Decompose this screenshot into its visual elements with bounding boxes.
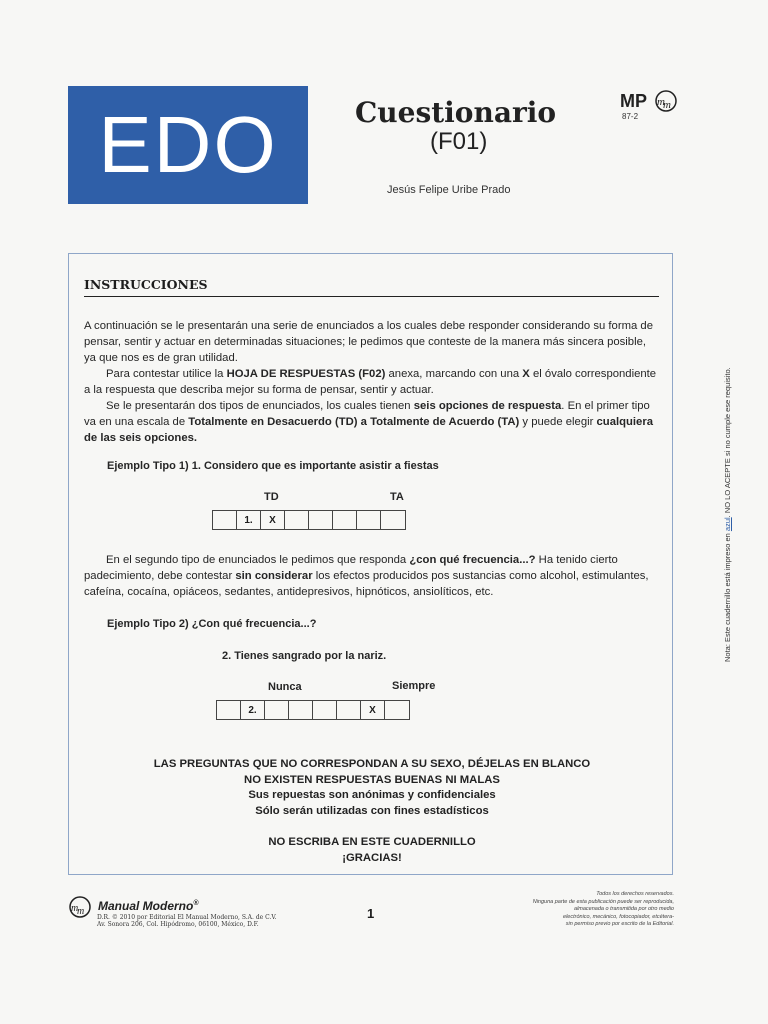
option-cell <box>265 701 289 719</box>
option-cell <box>357 511 381 529</box>
p3-c: . En el primer tipo va en una escala de <box>84 400 650 428</box>
option-cell: X <box>361 701 385 719</box>
example-2-right-label: Siempre <box>392 680 436 692</box>
rights-line: almacenada o transmitida por otro medio <box>574 906 674 912</box>
closing-line: ¡GRACIAS! <box>342 851 402 864</box>
p4-b: ¿con qué frecuencia...? <box>409 554 536 566</box>
rights-line: electrónico, mecánico, fotocopiador, etcétera- <box>563 913 674 920</box>
option-cell <box>333 511 357 529</box>
mp-mm-icon <box>620 90 690 114</box>
side-note-c: . NO LO ACEPTE si no cumple ese requisito. <box>723 367 732 518</box>
mp-text: MP <box>620 91 647 111</box>
example-1-number: 1. <box>237 511 261 529</box>
side-note-blue: azul <box>723 517 732 532</box>
option-cell <box>381 511 405 529</box>
p2-d: X <box>522 368 530 380</box>
notice-line: Sus repuestas son anónimas y confidenciales <box>248 789 496 801</box>
p3-f: cualquiera de las seis opciones. <box>84 416 654 444</box>
svg-text:m: m <box>657 96 665 108</box>
edo-logo-box <box>68 86 308 204</box>
manual-moderno-logo-icon <box>68 896 94 918</box>
paragraph-frequency <box>84 552 660 600</box>
example-1-right-label: TA <box>390 491 404 503</box>
paragraph-intro-text: A continuación se le presentarán una serie de enunciados a los cuales debe responder considerando su forma de pensar, sentir y actuar en determinadas situaciones; le pedimos que conteste de la manera más sincera posible, ya que nos es de gran utilidad. <box>84 320 653 364</box>
catalog-code: 87-2 <box>622 112 639 121</box>
publisher-logo <box>620 90 690 130</box>
side-note-a: Nota: Este cuadernillo está impreso en <box>723 531 732 662</box>
side-note <box>723 367 732 662</box>
instructions-heading: INSTRUCCIONES <box>84 277 208 292</box>
option-cell <box>289 701 313 719</box>
p3-e: y puede elegir <box>519 416 597 428</box>
publisher-brand: Manual Moderno® <box>98 899 199 913</box>
closing-line: NO ESCRIBA EN ESTE CUADERNILLO <box>268 836 476 848</box>
option-cell <box>313 701 337 719</box>
document-subtitle: (F01) <box>430 128 488 155</box>
p2-b: HOJA DE RESPUESTAS (F02) <box>226 368 386 380</box>
option-cell <box>337 701 361 719</box>
document-title: Cuestionario <box>355 96 557 129</box>
p4-c: Ha tenido cierto padecimiento, debe contestar <box>84 554 618 582</box>
p2-c: anexa, marcando con una <box>385 368 523 380</box>
p2-a: Para contestar utilice la <box>106 368 227 380</box>
example-2-title: Ejemplo Tipo 2) ¿Con qué frecuencia...? <box>107 618 317 630</box>
closing-block <box>84 835 660 866</box>
notices-block <box>84 757 660 819</box>
publisher-brand-text: Manual Moderno <box>98 899 194 913</box>
page-number: 1 <box>367 906 375 921</box>
edo-logo-text: EDO <box>98 100 278 189</box>
p3-d: Totalmente en Desacuerdo (TD) a Totalmente de Acuerdo (TA) <box>188 416 520 428</box>
rights-notice <box>494 891 674 929</box>
example-1-left-label: TD <box>264 491 279 503</box>
option-cell <box>309 511 333 529</box>
rights-line: Todos los derechos reservados. <box>596 891 674 897</box>
author-name: Jesús Felipe Uribe Prado <box>387 184 511 196</box>
svg-text:m: m <box>663 99 671 111</box>
option-cell <box>385 701 409 719</box>
notice-line: NO EXISTEN RESPUESTAS BUENAS NI MALAS <box>244 773 500 786</box>
footer-address: Av. Sonora 206, Col. Hipódromo, 06100, México, D.F. <box>97 921 259 928</box>
example-2-item: 2. Tienes sangrado por la nariz. <box>222 650 387 662</box>
p3-b: seis opciones de respuesta <box>413 400 562 412</box>
option-cell <box>285 511 309 529</box>
p2-e: el óvalo correspondiente a la respuesta que describa mejor su forma de pensar, sentir y actuar. <box>84 368 657 396</box>
example-2-grid <box>216 700 410 720</box>
grid-spacer <box>213 511 237 529</box>
footer-copyright: D.R. © 2010 por Editorial El Manual Moderno, S.A. de C.V. <box>97 914 277 921</box>
rights-line: Ninguna parte de esta publicación puede ser reproducida, <box>532 898 674 905</box>
example-1-grid <box>212 510 406 530</box>
example-2-left-label: Nunca <box>268 681 302 693</box>
p4-e: los efectos producidos pos sustancias como alcohol, estimulantes, cafeína, cocaína, opiáceos, sedantes, antidepresivos, hipnóticos, ansiolíticos, etc. <box>84 570 649 598</box>
svg-text:m: m <box>77 906 85 917</box>
paragraph-intro <box>84 318 660 446</box>
option-cell: X <box>261 511 285 529</box>
p4-a: En el segundo tipo de enunciados le pedimos que responda <box>106 554 410 566</box>
notice-line: Sólo serán utilizadas con fines estadísticos <box>255 804 489 817</box>
p3-a: Se le presentarán dos tipos de enunciados, los cuales tienen <box>106 400 414 412</box>
example-1-title: Ejemplo Tipo 1) 1. Considero que es importante asistir a fiestas <box>107 460 439 472</box>
heading-rule <box>84 296 659 297</box>
svg-text:m: m <box>71 903 79 914</box>
example-2-number: 2. <box>241 701 265 719</box>
notice-line: LAS PREGUNTAS QUE NO CORRESPONDAN A SU SEXO, DÉJELAS EN BLANCO <box>153 758 591 770</box>
p4-d: sin considerar <box>235 570 313 582</box>
rights-line: sin permiso previo por escrito de la Editorial. <box>565 921 674 927</box>
grid-spacer <box>217 701 241 719</box>
